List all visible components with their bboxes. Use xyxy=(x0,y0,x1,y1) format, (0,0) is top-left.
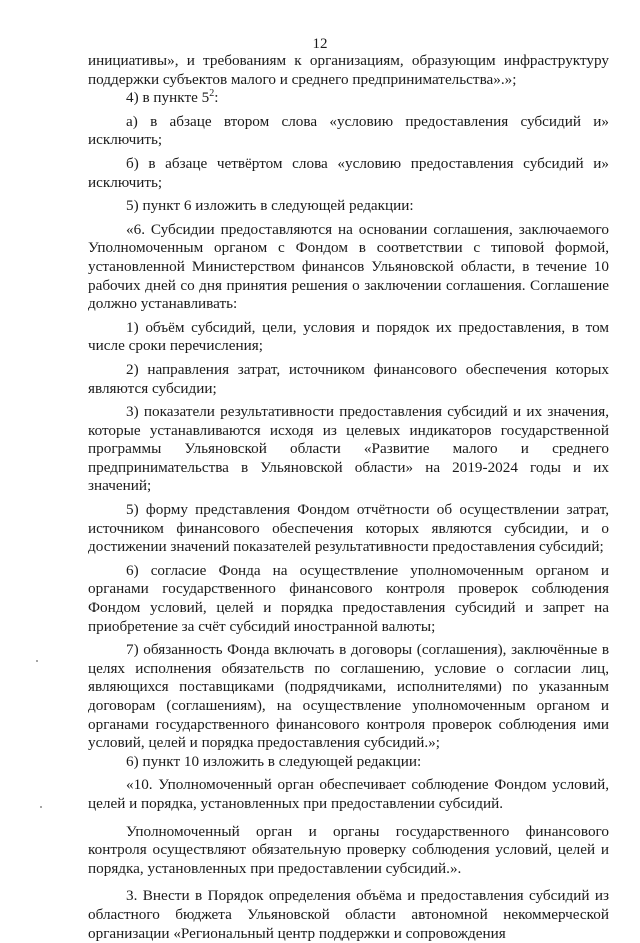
document-body xyxy=(88,52,609,943)
paragraph-list-3: 3) показатели результативности предоставления субсидий и их значения, которые устанавливаются исходя из целевых индикаторов государственной программы Ульяновской области «Развитие малого и среднего предпринимательства в Ульяновской области» на 2019-2024 годы и их значений; xyxy=(88,403,609,495)
paragraph-item-6: 6) пункт 10 изложить в следующей редакции: xyxy=(126,752,422,770)
scan-speck xyxy=(40,806,42,808)
page-number: 12 xyxy=(312,36,328,52)
paragraph-item-5: 5) пункт 6 изложить в следующей редакции: xyxy=(126,197,414,215)
paragraph-list-5: 5) форму представления Фондом отчётности об осуществлении затрат, источником финансового обеспечения которых являются субсидии, и о достижении значений показателей результативности предоставления субсидий; xyxy=(88,501,609,556)
paragraph-list-1: 1) объём субсидий, цели, условия и порядок их предоставления, в том числе сроки перечисления; xyxy=(88,318,609,355)
superscript: 2 xyxy=(209,88,215,100)
paragraph-section-3: 3. Внести в Порядок определения объёма и предоставления субсидий из областного бюджета Ульяновской области автономной некоммерческой организации «Региональный центр поддержки и сопровождения xyxy=(88,887,609,942)
paragraph-subitem-a: а) в абзаце втором слова «условию предоставления субсидий и» исключить; xyxy=(88,112,609,149)
paragraph-item-4 xyxy=(88,89,609,108)
paragraph-text: 4) в пункте 5 xyxy=(126,89,210,107)
paragraph-list-6: 6) согласие Фонда на осуществление уполномоченным органом и органами государственного финансового контроля проверок соблюдения Фондом условий, целей и порядка предоставления субсидий и запрет на приобретение за счёт субсидий иностранной валюты; xyxy=(88,561,609,635)
paragraph-clause-10: «10. Уполномоченный орган обеспечивает соблюдение Фондом условий, целей и порядка, установленных при предоставлении субсидий. xyxy=(88,776,609,812)
paragraph-clause-6: «6. Субсидии предоставляются на основании соглашения, заключаемого Уполномоченным органом с Фондом в соответствии с типовой формой, установленной Министерством финансов Ульяновской области, в течение 10 рабочих дней со дня принятия решения о заключении соглашения. Соглашение должно устанавливать: xyxy=(88,220,609,313)
paragraph-subitem-b: б) в абзаце четвёртом слова «условию предоставления субсидий и» исключить; xyxy=(88,154,609,191)
paragraph: инициативы», и требованиям к организациям, образующим инфраструктуру поддержки субъектов малого и среднего предпринимательства».»; xyxy=(88,52,609,88)
paragraph-list-2: 2) направления затрат, источником финансового обеспечения которых являются субсидии; xyxy=(88,360,609,397)
paragraph-clause-10-cont: Уполномоченный орган и органы государственного финансового контроля осуществляют обязательную проверку соблюдения условий, целей и порядка, установленных при предоставлении субсидий.». xyxy=(88,822,609,877)
paragraph-text: : xyxy=(214,89,219,107)
paragraph-list-7: 7) обязанность Фонда включать в договоры (соглашения), заключённые в целях исполнения обязательств по соглашению, условие о согласии лиц, являющихся поставщиками (подрядчиками, исполнителями) по указанным договорам (соглашениям), на осуществление уполномоченным органом и органами государственного финансового контроля проверок соблюдения ими условий, целей и порядка предоставления субсидий.»; xyxy=(88,641,609,752)
scan-speck xyxy=(36,660,38,662)
